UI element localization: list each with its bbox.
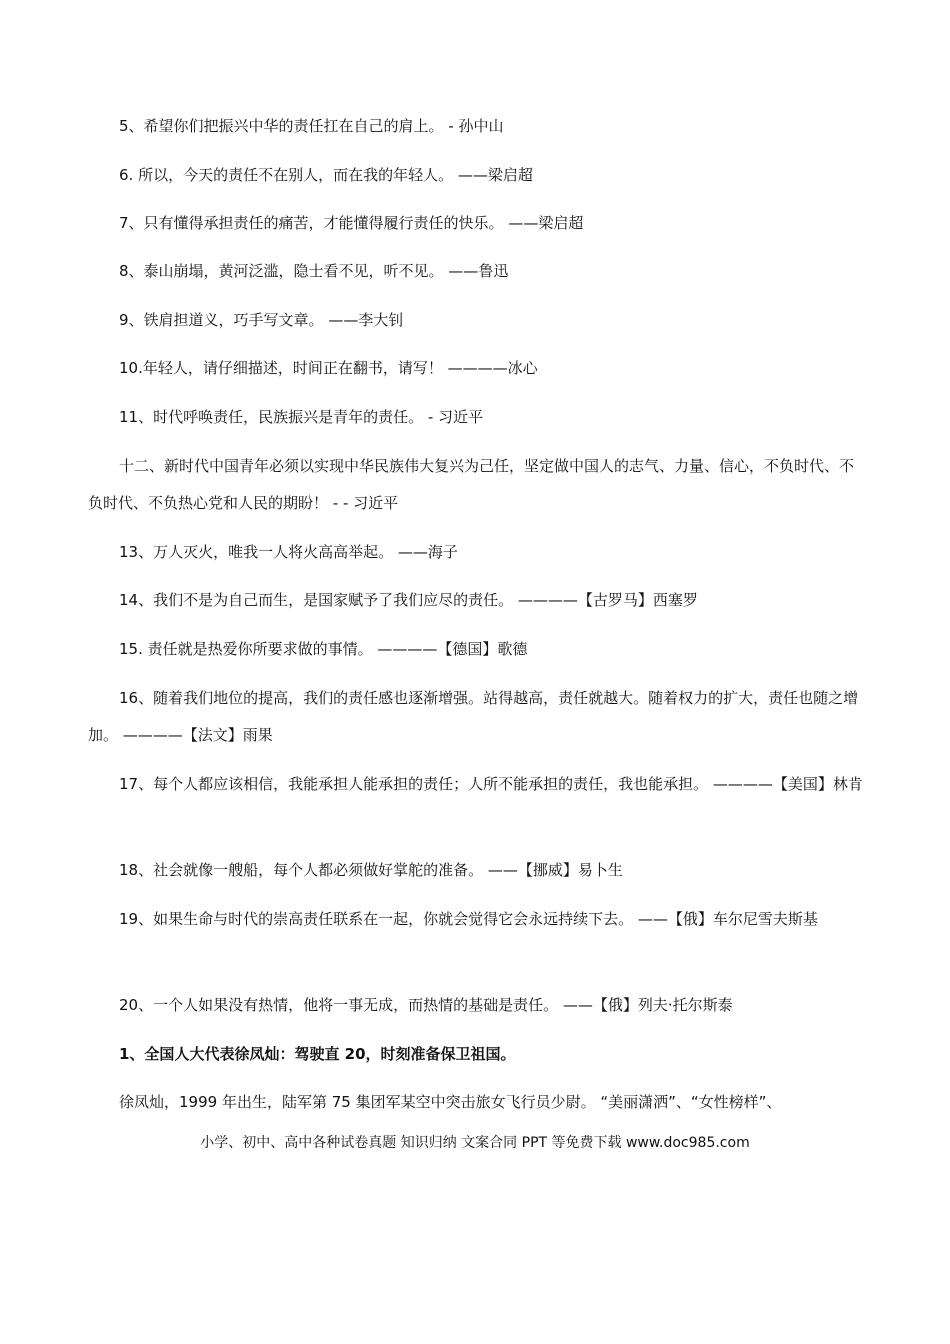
quote-11: 11、时代呼唤责任，民族振兴是青年的责任。 - 习近平 — [119, 408, 484, 426]
quote-17: 17、每个人都应该相信，我能承担人能承担的责任；人所不能承担的责任，我也能承担。 ————【美国】林肯 — [119, 775, 863, 793]
quote-6: 6. 所以，今天的责任不在别人，而在我的年轻人。 ——梁启超 — [119, 166, 533, 184]
quote-9: 9、铁肩担道义，巧手写文章。 ——李大钊 — [119, 311, 404, 329]
quote-8: 8、泰山崩塌，黄河泛滥，隐士看不见，听不见。 ——鲁迅 — [119, 262, 509, 280]
quote-10: 10.年轻人，请仔细描述，时间正在翻书，请写！ ————冰心 — [119, 359, 538, 377]
body-paragraph: 徐凤灿，1999 年出生，陆军第 75 集团军某空中突击旅女飞行员少尉。 “美丽潇洒”、“女性榜样”、 — [119, 1093, 782, 1111]
page-footer: 小学、初中、高中各种试卷真题 知识归纳 文案合同 PPT 等免费下载 www.doc985.com — [200, 1135, 750, 1151]
quote-20: 20、一个人如果没有热情，他将一事无成，而热情的基础是责任。 ——【俄】列夫·托尔斯泰 — [119, 996, 733, 1014]
quote-12: 十二、新时代中国青年必须以实现中华民族伟大复兴为己任，坚定做中国人的志气、力量、信心，不负时代、不负时代、不负热心党和人民的期盼！ - - 习近平 — [88, 457, 855, 512]
quote-13: 13、万人灭火，唯我一人将火高高举起。 ——海子 — [119, 543, 458, 561]
quote-15: 15. 责任就是热爱你所要求做的事情。 ————【德国】歌德 — [119, 640, 528, 658]
quote-18: 18、社会就像一艘船，每个人都必须做好掌舵的准备。 ——【挪威】易卜生 — [119, 861, 623, 879]
quote-16: 16、随着我们地位的提高，我们的责任感也逐渐增强。站得越高，责任就越大。随着权力的扩大，责任也随之增加。 ————【法文】雨果 — [88, 689, 859, 744]
quote-5: 5、希望你们把振兴中华的责任扛在自己的肩上。 - 孙中山 — [119, 117, 504, 135]
section-heading: 1、全国人大代表徐凤灿：驾驶直 20，时刻准备保卫祖国。 — [119, 1045, 516, 1063]
quote-7: 7、只有懂得承担责任的痛苦，才能懂得履行责任的快乐。 ——梁启超 — [119, 214, 584, 232]
quote-14: 14、我们不是为自己而生，是国家赋予了我们应尽的责任。 ————【古罗马】西塞罗 — [119, 591, 698, 609]
quote-19: 19、如果生命与时代的崇高责任联系在一起，你就会觉得它会永远持续下去。 ——【俄】车尔尼雪夫斯基 — [119, 910, 818, 928]
